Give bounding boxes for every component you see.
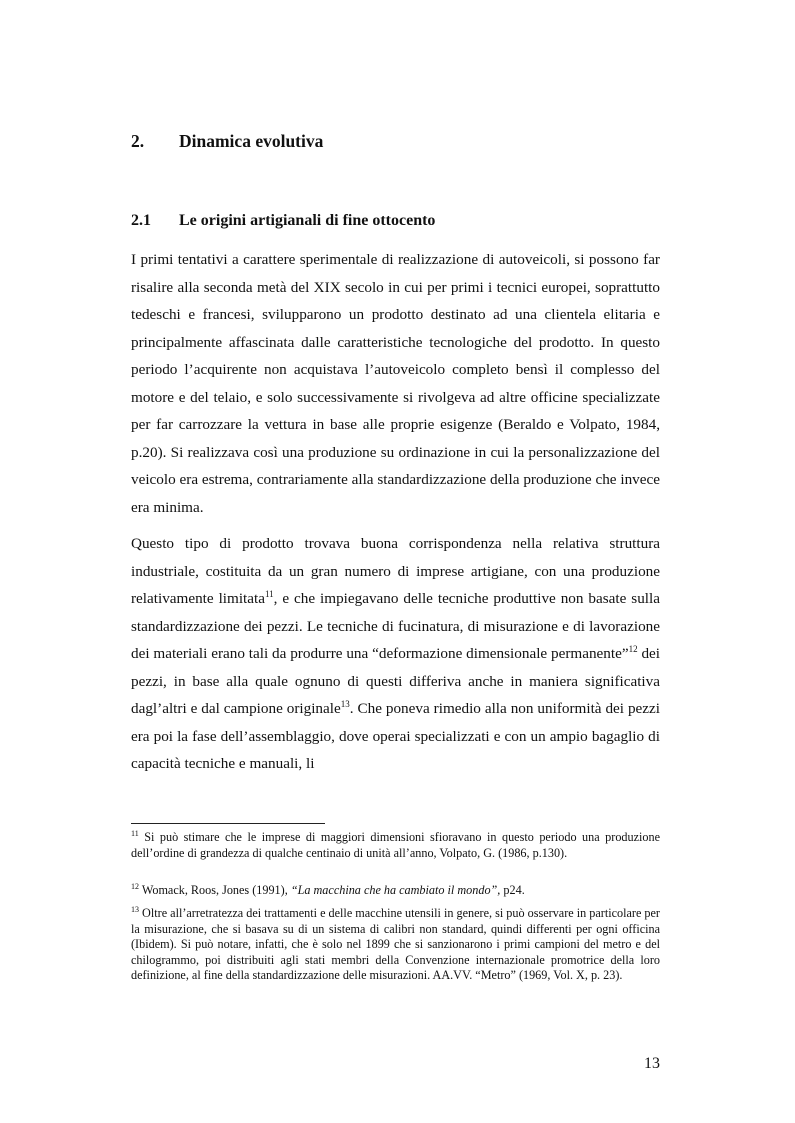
section-heading — [131, 131, 323, 152]
footnote-ref-13[interactable]: 13 — [340, 699, 350, 709]
footnote-text: Oltre all’arretratezza dei trattamenti e delle macchine utensili in genere, si può osservare in particolare per la misurazione, che si basava su di un sistema di calibri non standard, quindi differenti per ogni officina (Ibidem). Si può notare, infatti, che è solo nel 1899 che si sanzionarono i primi campioni del metro e del chilogrammo, poi distribuiti agli stati membri della Convenzione internazionale promotrice della loro definizione, al fine della standardizzazione delle misurazioni. AA.VV. “Metro” (1969, Vol. X, p. 23). — [131, 906, 660, 983]
footnote-11 — [131, 830, 660, 861]
document-page — [131, 0, 660, 1123]
footnote-text: Si può stimare che le imprese di maggiori dimensioni sfioravano in questo periodo una produzione dell’ordine di grandezza di qualche centinaio di unità all’anno, Volpato, G. (1986, p.130). — [131, 830, 660, 860]
subsection-heading — [131, 212, 435, 230]
paragraph-2-part-4: . Che poneva rimedio alla non uniformità dei pezzi era poi la fase dell’assemblaggio, dove operai specializzati e con un ampio bagaglio di capacità tecniche e manuali, li — [131, 700, 660, 772]
subsection-title: Le origini artigianali di fine ottocento — [179, 212, 436, 229]
footnote-ref-11[interactable]: 11 — [264, 589, 274, 599]
footnote-13 — [131, 906, 660, 984]
paragraph-2-part-3: dei pezzi, in base alla quale ognuno di questi differiva anche in maniera significativa dagl’altri e dal campione originale — [131, 645, 660, 717]
footnote-ref-12[interactable]: 12 — [628, 644, 638, 654]
footnote-number: 11 — [131, 829, 139, 838]
paragraph-1: I primi tentativi a carattere sperimentale di realizzazione di autoveicoli, si possono far risalire alla seconda metà del XIX secolo in cui per primi i tecnici europei, soprattutto tedeschi e francesi, svilupparono un prodotto destinato ad una clientela elitaria e principalmente affascinata dalle caratteristiche tecnologiche del prodotto. In questo periodo l’acquirente non acquistava l’autoveicolo completo bensì il complesso del motore e del telaio, e solo successivamente si rivolgeva ad altre officine specializzate per far carrozzare la vettura in base alle proprie esigenze (Beraldo e Volpato, 1984, p.20). Si realizzava così una produzione su ordinazione in cui la personalizzazione del veicolo era estrema, contrariamente alla standardizzazione della produzione che invece era minima. — [131, 251, 660, 516]
paragraph-2-part-1: Questo tipo di prodotto trovava buona corrispondenza nella relativa struttura industriale, costituita da un gran numero di imprese artigiane, con una produzione relativamente limitata — [131, 535, 660, 607]
page-number: 13 — [644, 1055, 660, 1072]
section-number: 2. — [131, 131, 145, 151]
footnote-12 — [131, 883, 660, 899]
footnote-text: Womack, Roos, Jones (1991), — [139, 883, 291, 897]
footnote-number: 12 — [131, 882, 139, 891]
footnote-separator — [131, 823, 325, 824]
footnote-text-after: p24. — [500, 883, 525, 897]
paragraph-2-part-2: , e che impiegavano delle tecniche produttive non basate sulla standardizzazione dei pezzi. Le tecniche di fucinatura, di misurazione e di lavorazione dei materiali erano tali da produrre una “deformazione dimensionale permanente” — [131, 590, 660, 662]
section-title: Dinamica evolutiva — [179, 131, 324, 151]
footnote-number: 13 — [131, 905, 139, 914]
subsection-number: 2.1 — [131, 212, 151, 229]
footnote-book-title: “La macchina che ha cambiato il mondo”, — [290, 883, 501, 897]
paragraph-2 — [131, 530, 660, 778]
